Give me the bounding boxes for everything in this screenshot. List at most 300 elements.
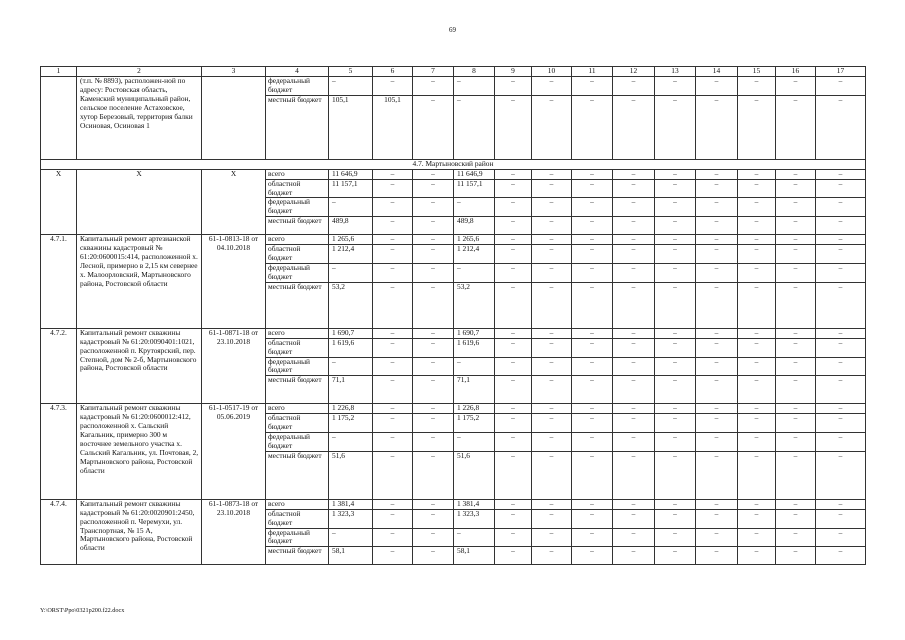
funding-source-cell: областной бюджет — [266, 509, 329, 528]
column-number: 2 — [77, 67, 202, 77]
value-cell: – — [655, 509, 696, 528]
value-cell: 71,1 — [454, 376, 495, 404]
value-cell: – — [572, 451, 613, 499]
value-cell: – — [655, 282, 696, 328]
value-cell: – — [413, 414, 454, 433]
value-cell: – — [696, 528, 738, 547]
value-cell: – — [776, 198, 816, 217]
value-cell: – — [532, 404, 572, 414]
column-number: 15 — [738, 67, 776, 77]
value-cell: – — [413, 245, 454, 264]
value-cell: – — [532, 263, 572, 282]
document-cell: 61-1-0871-18 от 23.10.2018 — [202, 328, 266, 404]
value-cell: – — [329, 263, 373, 282]
funding-source-cell: местный бюджет — [266, 451, 329, 499]
value-cell: – — [613, 509, 655, 528]
value-cell: – — [373, 198, 413, 217]
value-cell: – — [495, 179, 532, 198]
value-cell: – — [613, 376, 655, 404]
value-cell: – — [572, 169, 613, 179]
value-cell: – — [532, 77, 572, 96]
column-number: 10 — [532, 67, 572, 77]
value-cell: – — [572, 77, 613, 96]
value-cell: – — [613, 404, 655, 414]
value-cell: 1 619,6 — [329, 338, 373, 357]
value-cell: – — [655, 547, 696, 565]
value-cell: – — [738, 547, 776, 565]
value-cell: – — [495, 198, 532, 217]
page-number: 69 — [449, 26, 456, 34]
value-cell: – — [495, 169, 532, 179]
table-row — [41, 328, 866, 338]
column-number: 13 — [655, 67, 696, 77]
value-cell: – — [572, 414, 613, 433]
value-cell: – — [696, 338, 738, 357]
value-cell: – — [413, 451, 454, 499]
value-cell: – — [532, 338, 572, 357]
value-cell: – — [495, 338, 532, 357]
value-cell: – — [816, 217, 866, 235]
value-cell: 1 381,4 — [454, 499, 495, 509]
value-cell: – — [572, 179, 613, 198]
value-cell: 1 690,7 — [454, 328, 495, 338]
value-cell: – — [413, 198, 454, 217]
value-cell: 1 323,3 — [454, 509, 495, 528]
value-cell: – — [613, 499, 655, 509]
item-name-cell: X — [77, 169, 202, 235]
value-cell: – — [613, 263, 655, 282]
value-cell: – — [816, 509, 866, 528]
value-cell: 53,2 — [329, 282, 373, 328]
funding-source-cell: федеральный бюджет — [266, 357, 329, 376]
value-cell: – — [696, 95, 738, 159]
value-cell: – — [738, 282, 776, 328]
value-cell: – — [572, 433, 613, 452]
value-cell: – — [816, 179, 866, 198]
column-number: 7 — [413, 67, 454, 77]
column-number: 6 — [373, 67, 413, 77]
value-cell: 1 323,3 — [329, 509, 373, 528]
value-cell: – — [738, 235, 776, 245]
value-cell: – — [454, 77, 495, 96]
value-cell: – — [776, 95, 816, 159]
value-cell: – — [696, 169, 738, 179]
value-cell: – — [532, 169, 572, 179]
value-cell: – — [816, 95, 866, 159]
funding-source-cell: местный бюджет — [266, 217, 329, 235]
value-cell: – — [655, 328, 696, 338]
value-cell: – — [572, 95, 613, 159]
value-cell: – — [816, 235, 866, 245]
value-cell: – — [572, 282, 613, 328]
value-cell: – — [696, 282, 738, 328]
item-number-cell: 4.7.3. — [41, 404, 77, 500]
funding-source-cell: всего — [266, 169, 329, 179]
value-cell: – — [572, 263, 613, 282]
value-cell: – — [495, 509, 532, 528]
value-cell: – — [776, 357, 816, 376]
value-cell: – — [816, 169, 866, 179]
document-cell: 61-1-0517-19 от 05.06.2019 — [202, 404, 266, 500]
column-number: 17 — [816, 67, 866, 77]
value-cell: – — [776, 376, 816, 404]
value-cell: – — [495, 547, 532, 565]
value-cell: – — [776, 169, 816, 179]
table-row — [41, 404, 866, 414]
item-number-cell: 4.7.2. — [41, 328, 77, 404]
item-number-cell: X — [41, 169, 77, 235]
funding-source-cell: федеральный бюджет — [266, 433, 329, 452]
value-cell: – — [373, 357, 413, 376]
value-cell: – — [738, 509, 776, 528]
value-cell: – — [655, 376, 696, 404]
value-cell: – — [816, 376, 866, 404]
value-cell: – — [738, 245, 776, 264]
value-cell: – — [816, 451, 866, 499]
value-cell: – — [373, 235, 413, 245]
value-cell: – — [613, 433, 655, 452]
value-cell: – — [495, 528, 532, 547]
value-cell: – — [495, 433, 532, 452]
value-cell: – — [655, 499, 696, 509]
value-cell: – — [532, 95, 572, 159]
value-cell: – — [373, 263, 413, 282]
value-cell: – — [816, 282, 866, 328]
value-cell: – — [655, 235, 696, 245]
table-row — [41, 169, 866, 179]
column-number-row — [41, 67, 866, 77]
table-row — [41, 235, 866, 245]
value-cell: 1 226,8 — [329, 404, 373, 414]
value-cell: – — [572, 528, 613, 547]
value-cell: – — [655, 95, 696, 159]
value-cell: – — [655, 198, 696, 217]
value-cell: – — [655, 451, 696, 499]
funding-source-cell: федеральный бюджет — [266, 528, 329, 547]
value-cell: – — [776, 263, 816, 282]
funding-source-cell: областной бюджет — [266, 245, 329, 264]
value-cell: – — [373, 179, 413, 198]
value-cell: – — [613, 179, 655, 198]
value-cell: – — [738, 376, 776, 404]
value-cell: – — [454, 263, 495, 282]
funding-source-cell: всего — [266, 328, 329, 338]
value-cell: – — [373, 338, 413, 357]
value-cell: – — [696, 328, 738, 338]
value-cell: – — [532, 198, 572, 217]
value-cell: – — [816, 77, 866, 96]
value-cell: – — [572, 547, 613, 565]
value-cell: – — [816, 338, 866, 357]
value-cell: – — [738, 263, 776, 282]
value-cell: – — [738, 169, 776, 179]
value-cell: 105,1 — [373, 95, 413, 159]
value-cell: – — [413, 235, 454, 245]
district-title: 4.7. Мартыновский район — [41, 159, 866, 169]
value-cell: – — [776, 282, 816, 328]
item-name-cell: Капитальный ремонт скважины кадастровый № 61:20:0090401:1021, расположенной п. Крутоярский, пер. Степной, дом № 2-б, Мартыновского района, Ростовской области — [77, 328, 202, 404]
value-cell: – — [816, 263, 866, 282]
value-cell: – — [696, 376, 738, 404]
value-cell: – — [329, 528, 373, 547]
value-cell: 71,1 — [329, 376, 373, 404]
value-cell: – — [373, 499, 413, 509]
value-cell: – — [816, 245, 866, 264]
value-cell: – — [696, 414, 738, 433]
value-cell: – — [655, 263, 696, 282]
value-cell: – — [655, 169, 696, 179]
value-cell: – — [776, 328, 816, 338]
value-cell: – — [495, 451, 532, 499]
item-name-cell: Капитальный ремонт скважины кадастровый № 61:20:0020901:2450, расположенной п. Черемухи, ул. Транспортная, № 15 А, Мартыновского района, Ростовской области — [77, 499, 202, 565]
value-cell: – — [413, 169, 454, 179]
value-cell: – — [776, 547, 816, 565]
value-cell: – — [373, 77, 413, 96]
column-number: 3 — [202, 67, 266, 77]
value-cell: – — [329, 77, 373, 96]
value-cell: – — [495, 95, 532, 159]
value-cell: – — [373, 169, 413, 179]
value-cell: – — [413, 509, 454, 528]
value-cell: – — [373, 328, 413, 338]
value-cell: 1 619,6 — [454, 338, 495, 357]
value-cell: – — [495, 235, 532, 245]
value-cell: – — [373, 509, 413, 528]
item-name-cell: Капитальный ремонт скважины кадастровый № 61:20:0600012:412, расположенной х. Сальский Кагальник, примерно 300 м восточнее земельного участка х. Сальский Кагальник, ул. Почтовая, 2, Мартыновского района, Ростовской области — [77, 404, 202, 500]
column-number: 8 — [454, 67, 495, 77]
value-cell: – — [816, 433, 866, 452]
value-cell: – — [613, 282, 655, 328]
value-cell: – — [696, 179, 738, 198]
funding-source-cell: федеральный бюджет — [266, 263, 329, 282]
value-cell: – — [413, 95, 454, 159]
value-cell: – — [454, 528, 495, 547]
value-cell: 11 646,9 — [329, 169, 373, 179]
value-cell: – — [329, 198, 373, 217]
value-cell: – — [696, 509, 738, 528]
value-cell: – — [655, 404, 696, 414]
value-cell: – — [495, 499, 532, 509]
value-cell: – — [454, 433, 495, 452]
value-cell: 105,1 — [329, 95, 373, 159]
district-title-row — [41, 159, 866, 169]
value-cell: – — [413, 77, 454, 96]
value-cell: 11 157,1 — [454, 179, 495, 198]
value-cell: – — [738, 499, 776, 509]
document-cell: 61-1-0813-18 от 04.10.2018 — [202, 235, 266, 329]
value-cell: – — [495, 404, 532, 414]
value-cell: 1 226,8 — [454, 404, 495, 414]
column-number: 4 — [266, 67, 329, 77]
value-cell: 489,8 — [454, 217, 495, 235]
funding-source-cell: областной бюджет — [266, 179, 329, 198]
document-cell: X — [202, 169, 266, 235]
value-cell: – — [613, 217, 655, 235]
value-cell: – — [655, 414, 696, 433]
funding-source-cell: всего — [266, 499, 329, 509]
value-cell: – — [738, 217, 776, 235]
funding-source-cell: федеральный бюджет — [266, 77, 329, 96]
value-cell: – — [572, 235, 613, 245]
item-number-cell: 4.7.4. — [41, 499, 77, 565]
value-cell: 51,6 — [454, 451, 495, 499]
funding-source-cell: местный бюджет — [266, 282, 329, 328]
value-cell: – — [373, 528, 413, 547]
value-cell: – — [696, 198, 738, 217]
value-cell: – — [655, 433, 696, 452]
value-cell: – — [696, 451, 738, 499]
value-cell: – — [532, 328, 572, 338]
value-cell: – — [373, 547, 413, 565]
value-cell: – — [495, 282, 532, 328]
value-cell: 58,1 — [454, 547, 495, 565]
value-cell: – — [532, 451, 572, 499]
value-cell: – — [613, 528, 655, 547]
value-cell: – — [613, 451, 655, 499]
value-cell: – — [696, 77, 738, 96]
value-cell: – — [373, 404, 413, 414]
value-cell: 51,6 — [329, 451, 373, 499]
value-cell: – — [532, 179, 572, 198]
value-cell: – — [776, 217, 816, 235]
value-cell: – — [655, 77, 696, 96]
value-cell: – — [413, 404, 454, 414]
value-cell: 1 690,7 — [329, 328, 373, 338]
value-cell: – — [532, 282, 572, 328]
value-cell: – — [532, 357, 572, 376]
value-cell: – — [776, 404, 816, 414]
table-row — [41, 77, 866, 96]
value-cell: – — [696, 263, 738, 282]
value-cell: – — [373, 414, 413, 433]
column-number: 11 — [572, 67, 613, 77]
value-cell: – — [816, 499, 866, 509]
value-cell: – — [776, 528, 816, 547]
value-cell: – — [696, 217, 738, 235]
value-cell: – — [738, 328, 776, 338]
value-cell: – — [655, 528, 696, 547]
value-cell: 11 157,1 — [329, 179, 373, 198]
value-cell: – — [532, 499, 572, 509]
value-cell: – — [413, 547, 454, 565]
value-cell: – — [613, 169, 655, 179]
value-cell: – — [655, 357, 696, 376]
value-cell: 58,1 — [329, 547, 373, 565]
value-cell: – — [738, 414, 776, 433]
value-cell: – — [738, 338, 776, 357]
value-cell: – — [613, 547, 655, 565]
value-cell: – — [413, 338, 454, 357]
program-table — [40, 66, 865, 565]
value-cell: – — [738, 404, 776, 414]
value-cell: – — [495, 77, 532, 96]
value-cell: – — [655, 245, 696, 264]
value-cell: – — [495, 328, 532, 338]
value-cell: – — [495, 245, 532, 264]
value-cell: – — [572, 404, 613, 414]
value-cell: 1 175,2 — [329, 414, 373, 433]
value-cell: – — [613, 95, 655, 159]
value-cell: – — [816, 328, 866, 338]
value-cell: – — [495, 357, 532, 376]
value-cell: – — [696, 547, 738, 565]
value-cell: – — [413, 528, 454, 547]
value-cell: – — [532, 433, 572, 452]
value-cell: – — [776, 499, 816, 509]
value-cell: – — [738, 528, 776, 547]
value-cell: – — [572, 509, 613, 528]
value-cell: 1 212,4 — [329, 245, 373, 264]
document-cell: 61-1-0873-18 от 23.10.2018 — [202, 499, 266, 565]
funding-source-cell: федеральный бюджет — [266, 198, 329, 217]
column-number: 16 — [776, 67, 816, 77]
value-cell: – — [329, 433, 373, 452]
value-cell: – — [738, 95, 776, 159]
value-cell: – — [572, 217, 613, 235]
value-cell: – — [738, 433, 776, 452]
value-cell: – — [696, 433, 738, 452]
value-cell: – — [816, 198, 866, 217]
value-cell: – — [738, 179, 776, 198]
value-cell: 11 646,9 — [454, 169, 495, 179]
value-cell: – — [776, 77, 816, 96]
value-cell: – — [572, 328, 613, 338]
value-cell: – — [532, 547, 572, 565]
value-cell: – — [738, 357, 776, 376]
value-cell: – — [738, 198, 776, 217]
value-cell: – — [495, 217, 532, 235]
funding-source-cell: всего — [266, 235, 329, 245]
funding-source-cell: местный бюджет — [266, 376, 329, 404]
value-cell: – — [613, 245, 655, 264]
value-cell: – — [532, 235, 572, 245]
value-cell: – — [816, 414, 866, 433]
value-cell: – — [696, 404, 738, 414]
value-cell: – — [532, 414, 572, 433]
value-cell: – — [655, 338, 696, 357]
value-cell: – — [373, 217, 413, 235]
value-cell: – — [413, 376, 454, 404]
value-cell: – — [572, 357, 613, 376]
value-cell: – — [776, 509, 816, 528]
funding-source-cell: областной бюджет — [266, 338, 329, 357]
table-row — [41, 499, 866, 509]
value-cell: – — [613, 414, 655, 433]
value-cell: – — [413, 499, 454, 509]
column-number: 5 — [329, 67, 373, 77]
value-cell: – — [373, 282, 413, 328]
value-cell: – — [655, 179, 696, 198]
item-name-cell: (т.п. № 8893), расположен-ной по адресу: Ростовская область, Каменский муниципальный район, сельское поселение Астаховское, хутор Березовый, территория балки Осиновая, Осиновая 1 — [77, 77, 202, 160]
value-cell: – — [413, 263, 454, 282]
value-cell: – — [532, 509, 572, 528]
value-cell: – — [776, 235, 816, 245]
value-cell: – — [454, 198, 495, 217]
value-cell: – — [413, 433, 454, 452]
column-number: 12 — [613, 67, 655, 77]
value-cell: – — [454, 95, 495, 159]
value-cell: – — [738, 77, 776, 96]
value-cell: – — [776, 338, 816, 357]
value-cell: – — [329, 357, 373, 376]
value-cell: – — [532, 528, 572, 547]
value-cell: – — [613, 198, 655, 217]
value-cell: – — [532, 217, 572, 235]
value-cell: 1 381,4 — [329, 499, 373, 509]
value-cell: – — [776, 433, 816, 452]
value-cell: – — [776, 179, 816, 198]
value-cell: – — [373, 376, 413, 404]
